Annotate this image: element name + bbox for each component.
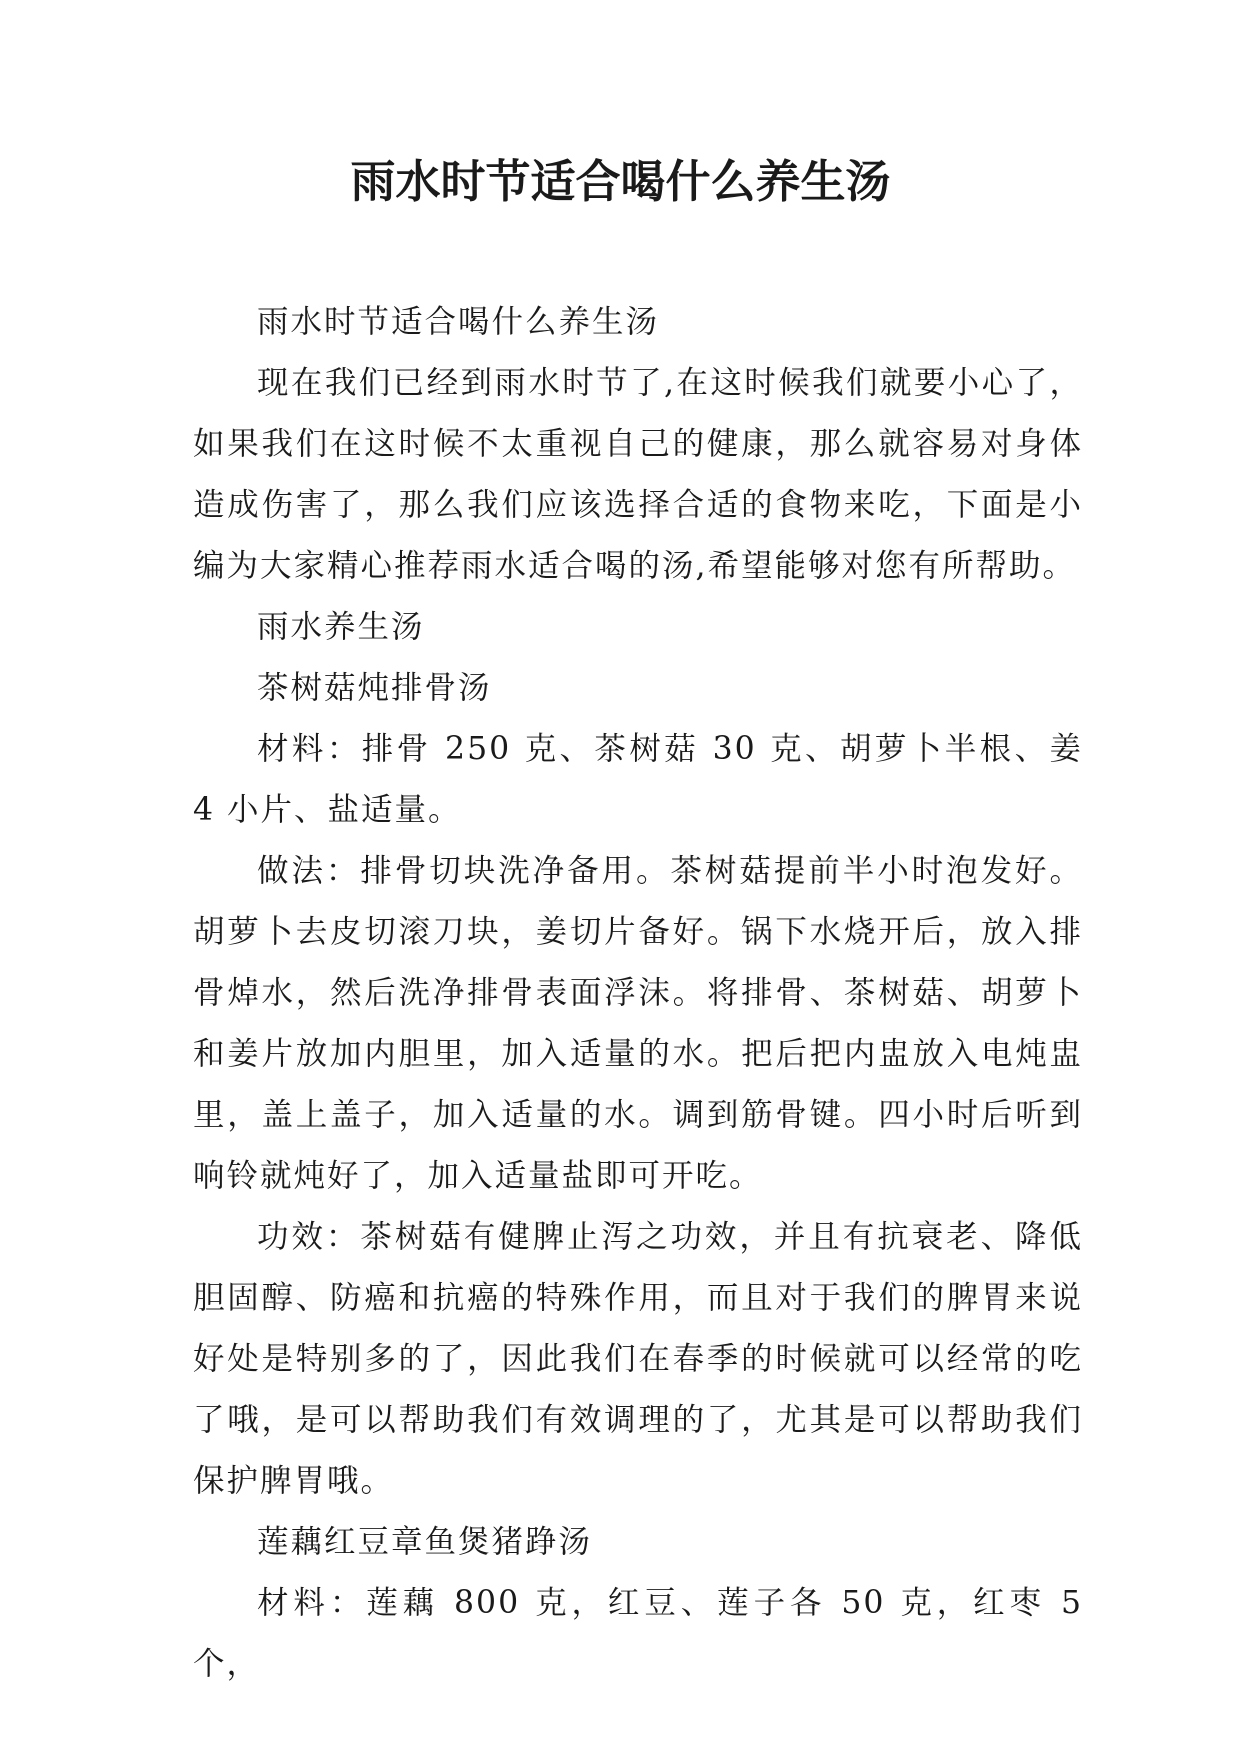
recipe-benefits: 功效：茶树菇有健脾止泻之功效，并且有抗衰老、降低胆固醇、防癌和抗癌的特殊作用，而且对于我们的脾胃来说好处是特别多的了，因此我们在春季的时候就可以经常的吃了哦，是可以帮助我们有效调理的了，尤其是可以帮助我们保护脾胃哦。 (193, 1219, 1083, 1499)
document-body (193, 292, 1083, 1695)
recipe-name: 莲藕红豆章鱼煲猪踭汤 (257, 1524, 593, 1560)
recipe-ingredients: 材料：排骨 250 克、茶树菇 30 克、胡萝卜半根、姜 4 小片、盐适量。 (193, 731, 1083, 828)
section-heading: 雨水养生汤 (257, 609, 425, 645)
paragraph-subtitle: 雨水时节适合喝什么养生汤 (257, 304, 660, 340)
recipe-ingredients: 材料：莲藕 800 克，红豆、莲子各 50 克，红枣 5 个， (193, 1585, 1083, 1682)
document-title: 雨水时节适合喝什么养生汤 (350, 155, 891, 208)
recipe-method: 做法：排骨切块洗净备用。茶树菇提前半小时泡发好。胡萝卜去皮切滚刀块，姜切片备好。锅下水烧开后，放入排骨焯水，然后洗净排骨表面浮沫。将排骨、茶树菇、胡萝卜和姜片放加内胆里，加入适量的水。把后把内盅放入电炖盅里，盖上盖子，加入适量的水。调到筋骨键。四小时后听到响铃就炖好了，加入适量盐即可开吃。 (193, 853, 1083, 1194)
recipe-name: 茶树菇炖排骨汤 (257, 670, 492, 706)
paragraph-intro: 现在我们已经到雨水时节了,在这时候我们就要小心了，如果我们在这时候不太重视自己的健康，那么就容易对身体造成伤害了，那么我们应该选择合适的食物来吃，下面是小编为大家精心推荐雨水适合喝的汤,希望能够对您有所帮助。 (193, 365, 1083, 584)
